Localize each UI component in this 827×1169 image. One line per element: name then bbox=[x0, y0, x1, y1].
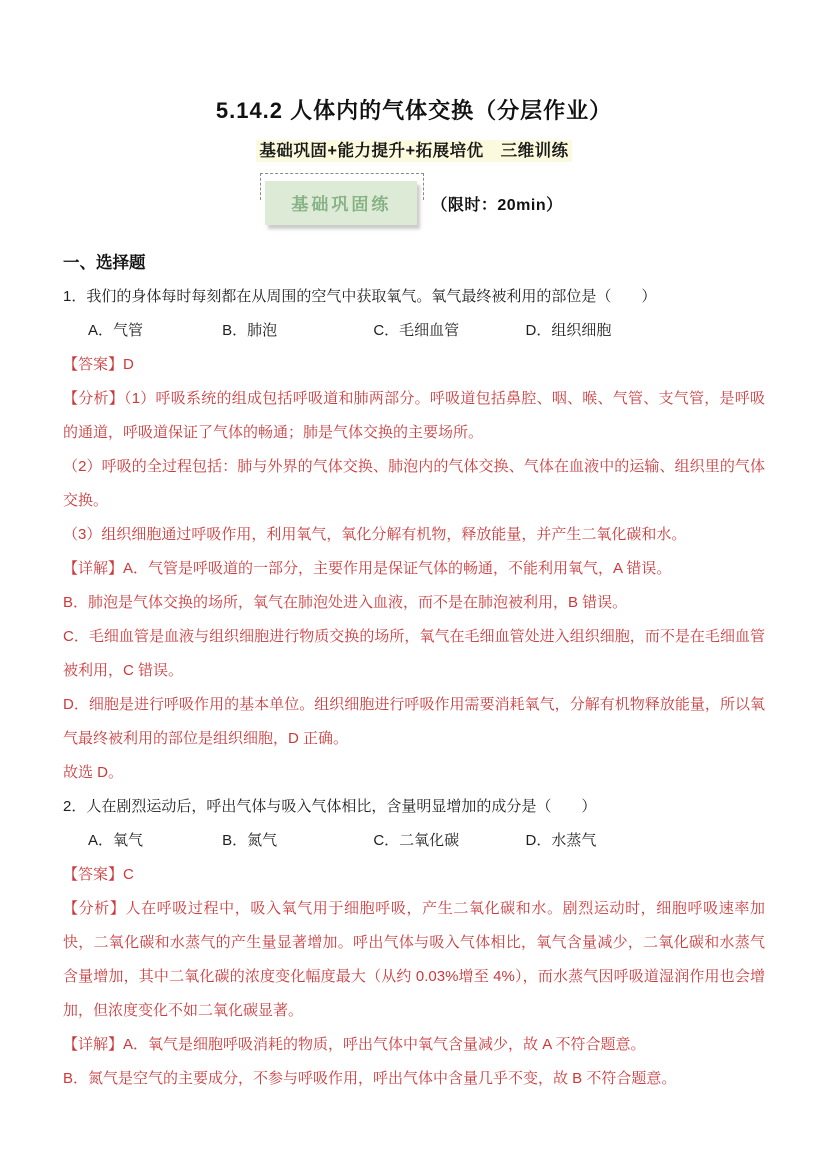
page-title: 5.14.2 人体内的气体交换（分层作业） bbox=[215, 98, 613, 123]
detail-label: 【详解】 bbox=[63, 1036, 124, 1053]
question-1-analysis-paragraph-1 bbox=[63, 382, 765, 450]
question-2-option-a: A．氧气 bbox=[88, 832, 144, 849]
detail-text: A．气管是呼吸道的一部分，主要作用是保证气体的畅通，不能利用氧气，A 错误。 bbox=[123, 560, 672, 577]
question-2-option-b: B．氮气 bbox=[222, 832, 278, 849]
question-1-option-c: C．毛细血管 bbox=[373, 322, 460, 339]
question-1-option-d: D．组织细胞 bbox=[525, 322, 612, 339]
question-2-option-c: C．二氧化碳 bbox=[373, 832, 460, 849]
question-2-answer-value: C bbox=[123, 866, 134, 883]
analysis-label: 【分析】 bbox=[63, 390, 124, 407]
analysis-label: 【分析】 bbox=[63, 900, 126, 917]
answer-label: 【答案】 bbox=[63, 356, 124, 373]
question-1-options bbox=[63, 314, 765, 348]
question-1-option-a: A．气管 bbox=[88, 322, 144, 339]
question-2-options bbox=[63, 824, 765, 858]
question-1-stem: 1．我们的身体每时每刻都在从周围的空气中获取氧气。氧气最终被利用的部位是（ ） bbox=[63, 288, 657, 305]
question-1-detail-paragraph-d: D．细胞是进行呼吸作用的基本单位。组织细胞进行呼吸作用需要消耗氧气，分解有机物释放能量，所以氧气最终被利用的部位是组织细胞，D 正确。 bbox=[63, 696, 765, 747]
question-1-answer-line bbox=[63, 348, 765, 382]
analysis-text: 人在呼吸过程中，吸入氧气用于细胞呼吸，产生二氧化碳和水。剧烈运动时，细胞呼吸速率加快，二氧化碳和水蒸气的产生量显著增加。呼出气体与吸入气体相比，氧气含量减少，二氧化碳和水蒸气含量增加，其中二氧化碳的浓度变化幅度最大（从约 0.03%增至 4%），而水蒸气因呼吸道湿润作用也会增加，但浓度变化不如二氧化碳显著。 bbox=[63, 900, 765, 1019]
question-1-option-b: B．肺泡 bbox=[222, 322, 278, 339]
question-2-stem: 2．人在剧烈运动后，呼出气体与吸入气体相比，含量明显增加的成分是（ ） bbox=[63, 798, 597, 815]
analysis-text: （1）呼吸系统的组成包括呼吸道和肺两部分。呼吸道包括鼻腔、咽、喉、气管、支气管，是呼吸的通道，呼吸道保证了气体的畅通；肺是气体交换的主要场所。 bbox=[63, 390, 765, 441]
time-limit-label: （限时：20min） bbox=[431, 196, 563, 214]
question-1-detail-paragraph-b: B．肺泡是气体交换的场所，氧气在肺泡处进入血液，而不是在肺泡被利用，B 错误。 bbox=[63, 594, 628, 611]
question-1-detail-paragraph-c: C．毛细血管是血液与组织细胞进行物质交换的场所，氧气在毛细血管处进入组织细胞，而不是在毛细血管被利用，C 错误。 bbox=[63, 628, 765, 679]
question-1-detail-paragraph-a bbox=[63, 552, 765, 586]
answer-label: 【答案】 bbox=[63, 866, 124, 883]
detail-label: 【详解】 bbox=[63, 560, 124, 577]
basic-practice-badge-label: 基础巩固练 bbox=[265, 181, 417, 225]
training-subtitle: 基础巩固+能力提升+拓展培优 三维训练 bbox=[256, 140, 571, 162]
basic-practice-badge bbox=[265, 181, 417, 225]
question-1-analysis-paragraph-3: （3）组织细胞通过呼吸作用，利用氧气，氧化分解有机物，释放能量，并产生二氧化碳和水。 bbox=[63, 526, 687, 543]
question-2-analysis-paragraph bbox=[63, 892, 765, 1028]
question-2-detail-paragraph-a bbox=[63, 1028, 765, 1062]
section-heading-multiple-choice: 一、选择题 bbox=[63, 254, 146, 272]
question-1-analysis-paragraph-2: （2）呼吸的全过程包括：肺与外界的气体交换、肺泡内的气体交换、气体在血液中的运输、组织里的气体交换。 bbox=[63, 458, 765, 509]
question-1-conclusion: 故选 D。 bbox=[63, 764, 124, 781]
question-1-answer-value: D bbox=[123, 356, 134, 373]
question-2-option-d: D．水蒸气 bbox=[525, 832, 597, 849]
question-2-detail-paragraph-b: B．氮气是空气的主要成分，不参与呼吸作用，呼出气体中含量几乎不变，故 B 不符合题意。 bbox=[63, 1070, 677, 1087]
detail-text: A．氧气是细胞呼吸消耗的物质，呼出气体中氧气含量减少，故 A 不符合题意。 bbox=[123, 1036, 646, 1053]
badge-row bbox=[63, 180, 765, 226]
subtitle-row bbox=[63, 140, 765, 162]
question-2-answer-line bbox=[63, 858, 765, 892]
